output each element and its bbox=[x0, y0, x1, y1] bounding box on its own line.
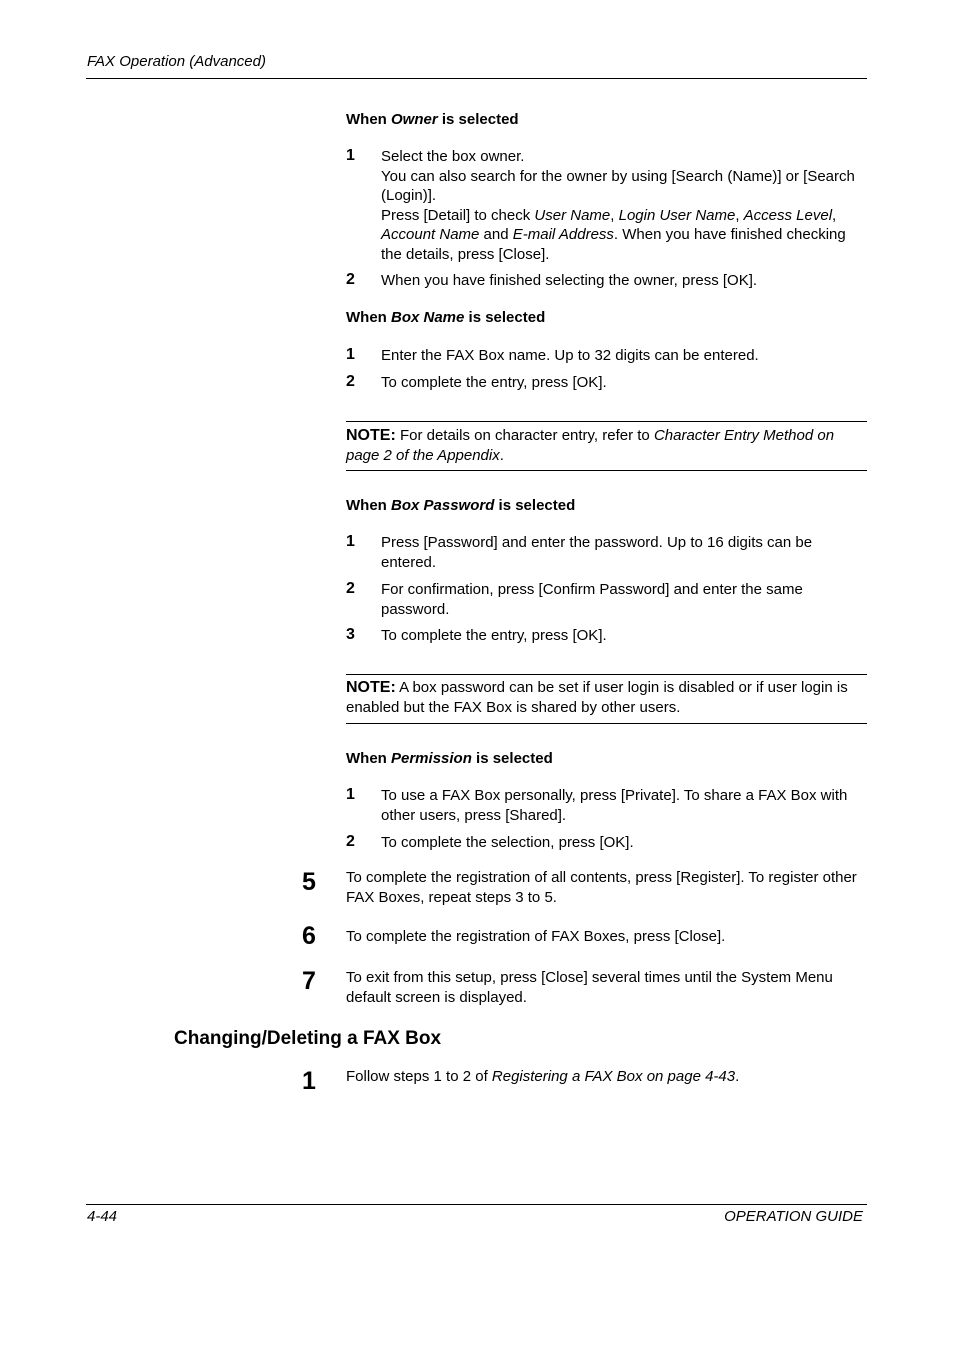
footer-rule bbox=[86, 1204, 867, 1205]
owner-heading: When Owner is selected bbox=[346, 111, 519, 128]
owner-step-1-text: Select the box owner. You can also search for the owner by using [Search (Name)] or [Search (Login)]. Press [Detail] to check User Name, Login User Name, Access Level, Account Name and E-mail Address. When you have finished checking the details, press [Close]. bbox=[381, 148, 855, 263]
box-name-heading: When Box Name is selected bbox=[346, 309, 546, 326]
step-6-number: 6 bbox=[302, 922, 316, 950]
box-name-step-1-number: 1 bbox=[346, 346, 355, 363]
step-7-number: 7 bbox=[302, 967, 316, 995]
box-password-step-1-number: 1 bbox=[346, 533, 355, 550]
running-header: FAX Operation (Advanced) bbox=[87, 53, 266, 70]
box-password-step-2-text: For confirmation, press [Confirm Password] and enter the same password. bbox=[381, 581, 803, 618]
permission-heading: When Permission is selected bbox=[346, 750, 553, 767]
page-number: 4-44 bbox=[87, 1208, 118, 1225]
section-step-1-text: Follow steps 1 to 2 of Registering a FAX Box on page 4-43. bbox=[346, 1068, 740, 1085]
header-rule bbox=[86, 78, 867, 79]
permission-step-2-number: 2 bbox=[346, 833, 355, 850]
box-password-step-2-number: 2 bbox=[346, 580, 355, 597]
section-title: Changing/Deleting a FAX Box bbox=[174, 1028, 442, 1049]
owner-step-1-number: 1 bbox=[346, 147, 355, 164]
box-name-step-2-number: 2 bbox=[346, 373, 355, 390]
note-1-top-rule bbox=[346, 421, 867, 422]
step-7-text: To exit from this setup, press [Close] several times until the System Menu default screen is displayed. bbox=[346, 969, 833, 1006]
note-2: NOTE: A box password can be set if user login is disabled or if user login is enabled but the FAX Box is shared by other users. bbox=[346, 679, 848, 716]
box-password-step-3-text: To complete the entry, press [OK]. bbox=[381, 627, 607, 644]
permission-step-2-text: To complete the selection, press [OK]. bbox=[381, 834, 634, 851]
box-name-step-1-text: Enter the FAX Box name. Up to 32 digits can be entered. bbox=[381, 347, 759, 364]
permission-step-1-number: 1 bbox=[346, 786, 355, 803]
box-password-step-3-number: 3 bbox=[346, 626, 355, 643]
step-5-number: 5 bbox=[302, 868, 316, 896]
note-1-bottom-rule bbox=[346, 470, 867, 471]
step-5-text: To complete the registration of all contents, press [Register]. To register other FAX Boxes, repeat steps 3 to 5. bbox=[346, 869, 857, 906]
owner-step-2-number: 2 bbox=[346, 271, 355, 288]
owner-step-2-text: When you have finished selecting the owner, press [OK]. bbox=[381, 272, 758, 289]
box-name-step-2-text: To complete the entry, press [OK]. bbox=[381, 374, 607, 391]
note-2-top-rule bbox=[346, 674, 867, 675]
box-password-step-1-text: Press [Password] and enter the password. Up to 16 digits can be entered. bbox=[381, 534, 813, 571]
permission-step-1-text: To use a FAX Box personally, press [Private]. To share a FAX Box with other users, press [Shared]. bbox=[381, 787, 848, 824]
note-2-bottom-rule bbox=[346, 723, 867, 724]
section-step-1-number: 1 bbox=[302, 1067, 316, 1095]
note-1: NOTE: For details on character entry, refer to Character Entry Method on page 2 of the Appendix. bbox=[346, 427, 835, 464]
box-password-heading: When Box Password is selected bbox=[346, 497, 576, 514]
guide-name: OPERATION GUIDE bbox=[724, 1208, 863, 1225]
step-6-text: To complete the registration of FAX Boxes, press [Close]. bbox=[346, 928, 726, 945]
